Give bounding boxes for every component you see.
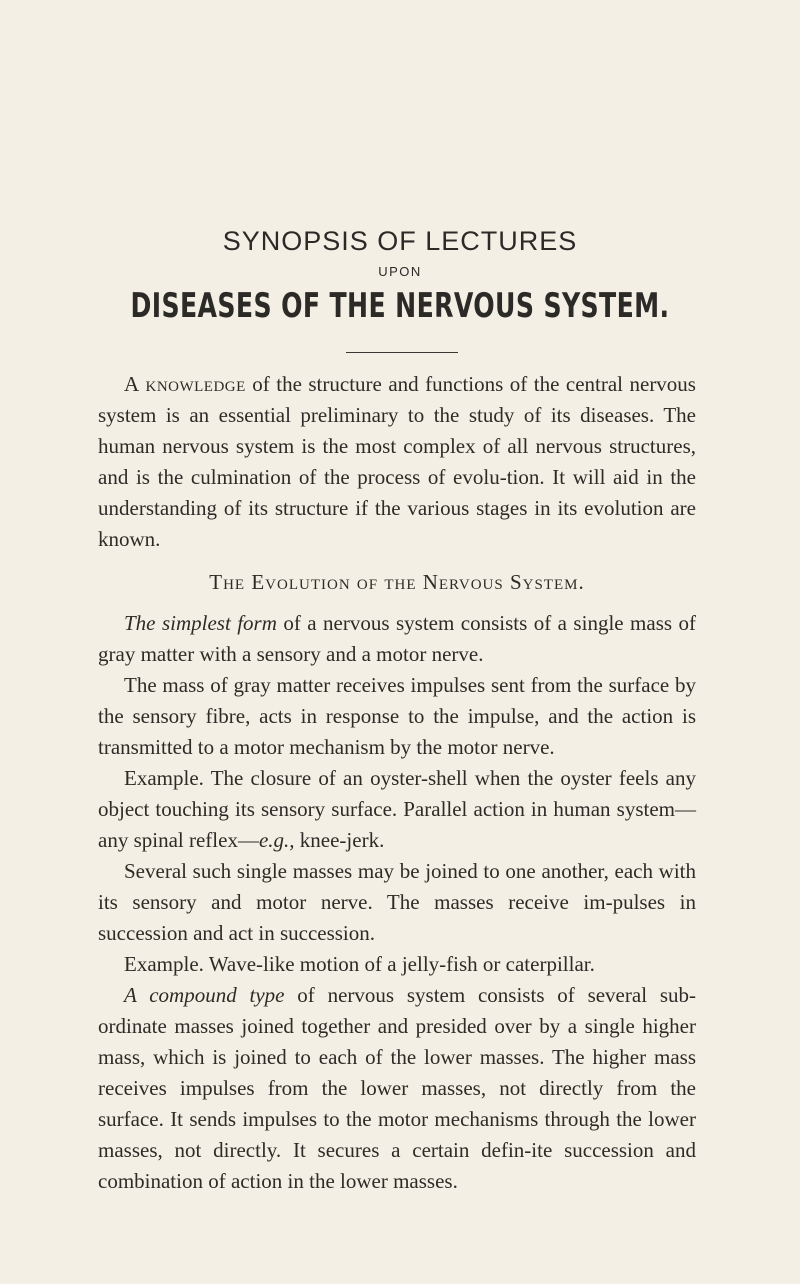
- title-upon: UPON: [378, 264, 422, 279]
- intro-lead: A knowledge: [124, 372, 246, 396]
- paragraph-1: [98, 608, 696, 670]
- paragraph-1-text: of a nervous system consists of a single mass of gray matter with a sensory and a motor nerve.: [98, 611, 696, 666]
- intro-text: of the structure and functions of the central nervous system is an essential preliminary to the study of its diseases. The human nervous system is the most complex of all nervous structures, and is the culmination of the process of evolu-tion. It will aid in the understanding of its structure if the various stages in its evolution are known.: [98, 372, 696, 551]
- intro-paragraph: [98, 369, 696, 555]
- paragraph-2: The mass of gray matter receives impulses sent from the surface by the sensory fibre, acts in response to the impulse, and the action is transmitted to a motor mechanism by the motor nerve.: [98, 673, 696, 759]
- paragraph-3-italic: e.g.,: [258, 828, 295, 852]
- paragraph-1-italic: The simplest form: [124, 611, 277, 635]
- paragraph-6: [98, 980, 696, 1197]
- body-text: [98, 555, 696, 1197]
- paragraph-6-italic: A compound type: [124, 983, 285, 1007]
- title-synopsis: SYNOPSIS OF LECTURES: [222, 226, 578, 256]
- title-diseases: DISEASES OF THE NERVOUS SYSTEM.: [130, 286, 670, 326]
- paragraph-3-end: knee-jerk.: [294, 828, 385, 852]
- title-rule: [346, 352, 458, 353]
- paragraph-4: Several such single masses may be joined to one another, each with its sensory and motor nerve. The masses receive im-pulses in succession and act in succession.: [98, 859, 696, 945]
- section-heading: The Evolution of the Nervous System.: [209, 570, 585, 594]
- paragraph-3: [98, 763, 696, 856]
- paragraph-3-text: Example. The closure of an oyster-shell when the oyster feels any object touching its sensory surface. Parallel action in human system—any spinal reflex—: [98, 766, 696, 852]
- paragraph-6-text: of nervous system consists of several sub-ordinate masses joined together and presided over by a single higher mass, which is joined to each of the lower masses. The higher mass receives impulses from the lower masses, not directly from the surface. It sends impulses to the motor mechanisms through the lower masses, not directly. It secures a certain defin-ite succession and combination of action in the lower masses.: [98, 983, 696, 1193]
- paragraph-5: Example. Wave-like motion of a jelly-fish or caterpillar.: [124, 952, 595, 976]
